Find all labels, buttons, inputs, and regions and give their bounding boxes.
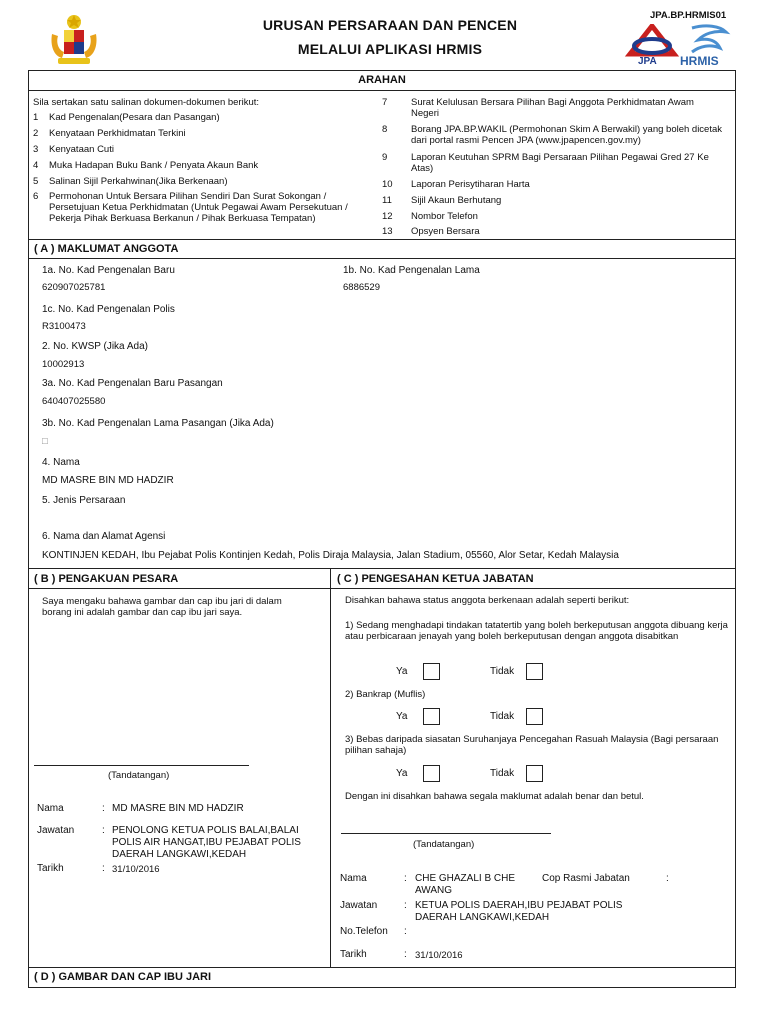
police-ic-label: 1c. No. Kad Pengenalan Polis	[42, 304, 175, 315]
b-position-value: PENOLONG KETUA POLIS BALAI,BALAI POLIS AIR HANGAT,IBU PEJABAT POLIS DAERAH LANGKAWI,KEDAH	[112, 825, 301, 860]
jpa-logo-text: JPA	[638, 56, 657, 67]
no-label: Tidak	[490, 711, 515, 722]
signature-line	[34, 765, 249, 766]
coat-of-arms-logo	[46, 12, 102, 68]
divider	[28, 588, 736, 589]
section-b-title: ( B ) PENGAKUAN PESARA	[34, 573, 179, 585]
name-value: MD MASRE BIN MD HADZIR	[42, 475, 174, 486]
spouse-ic-new-value: 640407025580	[42, 396, 106, 407]
arahan-intro: Sila sertakan satu salinan dokumen-dokumen berikut:	[33, 97, 260, 108]
b-position-label: Jawatan	[37, 825, 75, 836]
page-title-line2: MELALUI APLIKASI HRMIS	[297, 41, 483, 57]
kwsp-label: 2. No. KWSP (Jika Ada)	[42, 341, 148, 352]
b-name-label: Nama	[37, 803, 64, 814]
no-label: Tidak	[490, 768, 515, 779]
colon: :	[404, 873, 407, 884]
divider	[28, 258, 736, 259]
colon: :	[404, 926, 407, 937]
signature-label: (Tandatangan)	[108, 770, 170, 781]
ic-old-label: 1b. No. Kad Pengenalan Lama	[343, 265, 480, 276]
c-date-label: Tarikh	[340, 949, 367, 960]
q1-yes-checkbox[interactable]	[423, 663, 440, 680]
ic-new-label: 1a. No. Kad Pengenalan Baru	[42, 265, 175, 276]
c-question-2: 2) Bankrap (Muflis)	[345, 689, 426, 700]
q3-no-checkbox[interactable]	[526, 765, 543, 782]
yes-label: Ya	[396, 768, 408, 779]
divider	[28, 568, 736, 569]
section-d-title: ( D ) GAMBAR DAN CAP IBU JARI	[34, 971, 212, 983]
declaration-text: Saya mengaku bahawa gambar dan cap ibu jari di dalam borang ini adalah gambar dan cap ibu jari saya.	[42, 596, 282, 618]
c-confirmation: Dengan ini disahkan bahawa segala maklumat adalah benar dan betul.	[345, 791, 644, 802]
colon: :	[102, 825, 105, 836]
ic-old-value: 6886529	[343, 282, 380, 293]
divider	[28, 239, 736, 240]
yes-label: Ya	[396, 666, 408, 677]
hrmis-logo	[684, 22, 734, 58]
b-name-value: MD MASRE BIN MD HADZIR	[112, 803, 244, 814]
divider	[330, 568, 331, 967]
colon: :	[404, 949, 407, 960]
signature-label: (Tandatangan)	[413, 839, 475, 850]
signature-line	[341, 833, 551, 834]
hrmis-logo-text: HRMIS	[680, 54, 719, 68]
b-date-value: 31/10/2016	[112, 864, 160, 875]
colon: :	[102, 863, 105, 874]
colon: :	[666, 873, 669, 884]
agency-label: 6. Nama dan Alamat Agensi	[42, 531, 166, 542]
yes-label: Ya	[396, 711, 408, 722]
retirement-type-label: 5. Jenis Persaraan	[42, 495, 126, 506]
q1-no-checkbox[interactable]	[526, 663, 543, 680]
stamp-label: Cop Rasmi Jabatan	[542, 873, 630, 884]
spouse-ic-old-label: 3b. No. Kad Pengenalan Lama Pasangan (Jika Ada)	[42, 418, 274, 429]
c-question-3: 3) Bebas daripada siasatan Suruhanjaya Pencegahan Rasuah Malaysia (Bagi persaraan pilihan sahaja)	[345, 734, 719, 756]
q2-yes-checkbox[interactable]	[423, 708, 440, 725]
agency-value: KONTINJEN KEDAH, Ibu Pejabat Polis Kontinjen Kedah, Polis Diraja Malaysia, Jalan Stadium, 05560, Alor Setar, Kedah Malaysia	[42, 550, 619, 561]
kwsp-value: 10002913	[42, 359, 85, 370]
divider	[28, 967, 736, 968]
arahan-title: ARAHAN	[358, 74, 406, 86]
b-date-label: Tarikh	[37, 863, 64, 874]
form-reference: JPA.BP.HRMIS01	[650, 10, 727, 21]
c-position-label: Jawatan	[340, 900, 378, 911]
c-name-label: Nama	[340, 873, 367, 884]
spouse-ic-new-label: 3a. No. Kad Pengenalan Baru Pasangan	[42, 378, 223, 389]
c-phone-label: No.Telefon	[340, 926, 388, 937]
c-position-value: KETUA POLIS DAERAH,IBU PEJABAT POLIS DAERAH LANGKAWI,KEDAH	[415, 900, 623, 923]
ic-new-value: 620907025781	[42, 282, 106, 293]
q3-yes-checkbox[interactable]	[423, 765, 440, 782]
police-ic-value: R3100473	[42, 321, 86, 332]
q2-no-checkbox[interactable]	[526, 708, 543, 725]
section-c-title: ( C ) PENGESAHAN KETUA JABATAN	[337, 573, 534, 585]
c-intro: Disahkan bahawa status anggota berkenaan adalah seperti berikut:	[345, 595, 630, 606]
spouse-ic-old-value: □	[42, 436, 48, 447]
page-title-line1: URUSAN PERSARAAN DAN PENCEN	[262, 17, 518, 33]
divider	[28, 90, 736, 91]
c-question-1: 1) Sedang menghadapi tindakan tatatertib yang boleh berkeputusan anggota dibuang kerja atau perbicaraan jenayah yang boleh berkeputusan dengan anggota disabitkan	[345, 620, 728, 642]
section-a-title: ( A ) MAKLUMAT ANGGOTA	[34, 243, 179, 255]
c-name-value: CHE GHAZALI B CHE AWANG	[415, 873, 516, 896]
c-date-value: 31/10/2016	[415, 950, 463, 961]
name-label: 4. Nama	[42, 457, 80, 468]
no-label: Tidak	[490, 666, 515, 677]
colon: :	[102, 803, 105, 814]
colon: :	[404, 900, 407, 911]
